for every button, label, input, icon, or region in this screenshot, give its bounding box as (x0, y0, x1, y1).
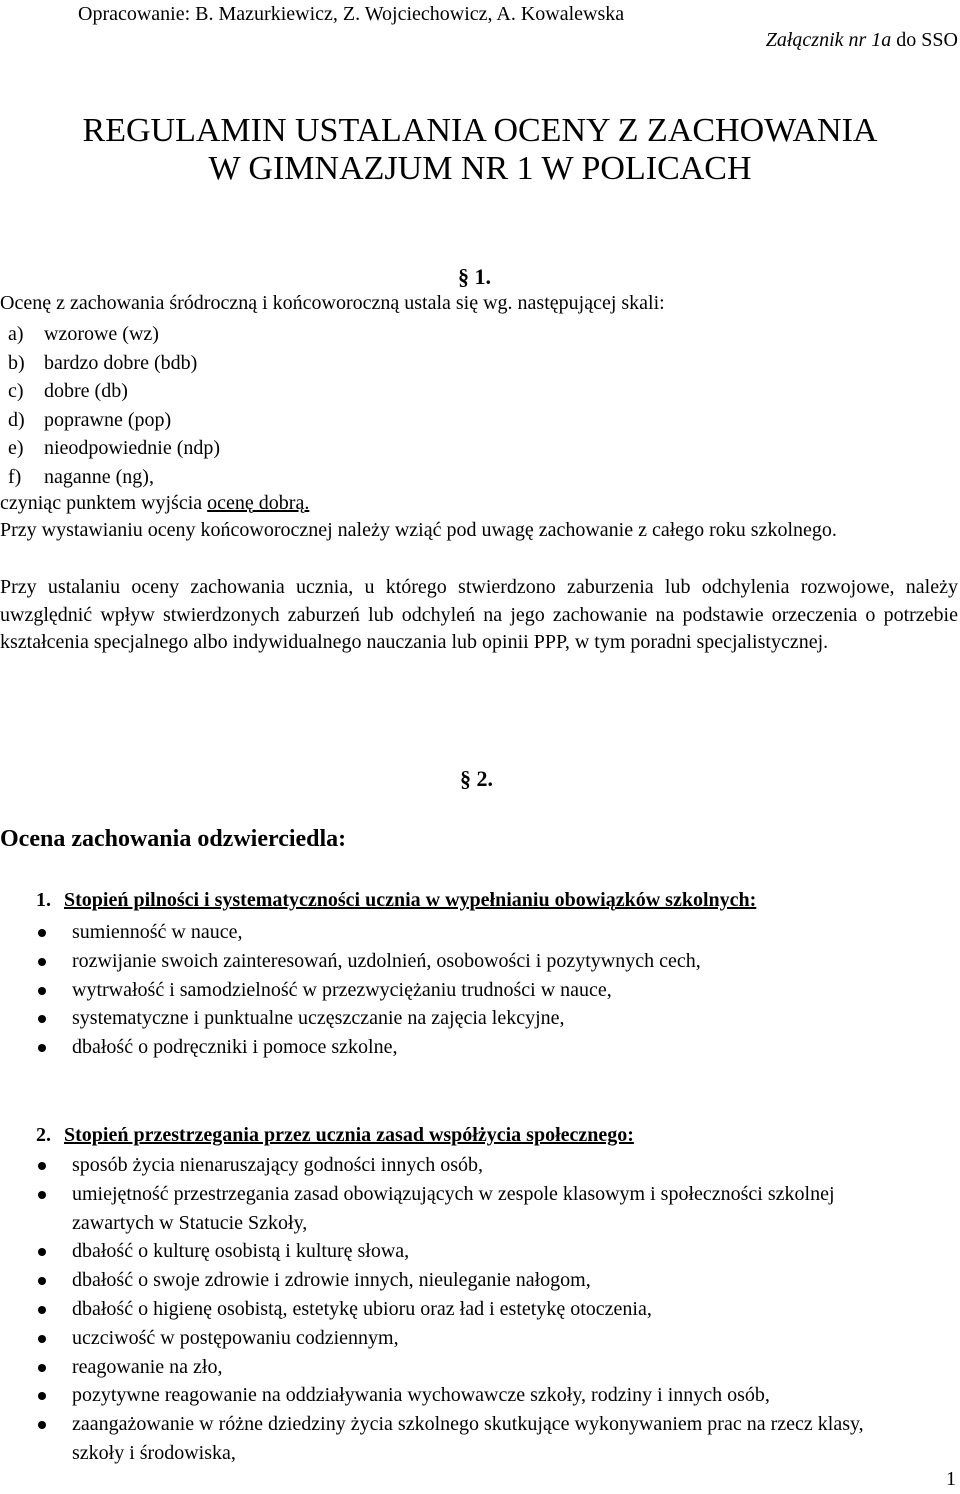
authors-line: Opracowanie: B. Mazurkiewicz, Z. Wojciechowicz, A. Kowalewska (78, 3, 625, 25)
annex-label-rest: do SSO (891, 29, 958, 51)
starting-point-text (0, 490, 958, 518)
bullet-icon (38, 1044, 46, 1052)
bullet-icon (38, 987, 46, 995)
section-2-heading (460, 766, 493, 792)
bullet-icon (38, 1306, 46, 1314)
page-number: 1 (946, 1468, 956, 1490)
scale-item (8, 377, 220, 406)
list-item-text: uczciwość w postępowaniu codziennym, (72, 1326, 399, 1349)
scale-item-text: naganne (ng), (44, 465, 154, 488)
list-item-text: dbałość o kulturę osobistą i kulturę słowa, (72, 1240, 410, 1263)
criteria-group-heading (36, 1121, 634, 1149)
list-item-text: reagowanie na zło, (72, 1355, 223, 1378)
title-line-1: REGULAMIN USTALANIA OCENY Z ZACHOWANIA (82, 112, 878, 149)
list-item-text: zaangażowanie w różne dziedziny życia szkolnego skutkujące wykonywaniem prac na rzecz klasy, szkoły i środowiska, (72, 1413, 864, 1464)
starting-point-prefix: czyniąc punktem wyjścia (0, 492, 208, 514)
title-line-2: W GIMNAZJUM NR 1 W POLICACH (208, 150, 752, 187)
bullet-icon (38, 958, 46, 966)
scale-item-label: f) (8, 465, 22, 488)
assessment-heading: Ocena zachowania odzwierciedla: (0, 826, 347, 852)
scale-item-label: e) (8, 437, 24, 459)
bullet-icon (38, 1191, 46, 1199)
scale-item (8, 320, 220, 349)
list-item (0, 1180, 912, 1238)
criteria-group-number: 1. (36, 889, 51, 911)
list-item (0, 1237, 912, 1266)
bullet-icon (38, 1015, 46, 1023)
scale-item (8, 349, 220, 378)
scale-item-label: b) (8, 351, 25, 374)
criteria-list-social (0, 1151, 912, 1468)
list-item (0, 1151, 912, 1180)
scale-item-text: nieodpowiednie (ndp) (44, 437, 221, 459)
scale-item (8, 463, 220, 492)
list-item-text: dbałość o higienę osobistą, estetykę ubioru oraz ład i estetykę otoczenia, (72, 1297, 652, 1320)
list-item (0, 1410, 912, 1468)
criteria-group-number: 2. (36, 1124, 51, 1146)
section-1-number: 1. (474, 264, 491, 289)
bullet-icon (38, 1162, 46, 1170)
bullet-icon (38, 929, 46, 937)
list-item-text: dbałość o podręczniki i pomoce szkolne, (72, 1036, 398, 1059)
list-item-text: sumienność w nauce, (72, 921, 243, 943)
bullet-icon (38, 1248, 46, 1256)
scale-item-text: dobre (db) (44, 380, 128, 402)
document-title (0, 112, 960, 188)
list-item-text: sposób życia nienaruszający godności innych osób, (72, 1154, 484, 1176)
scale-item-label: a) (8, 323, 24, 345)
section-sign: § (458, 264, 469, 289)
annex-label-italic: Załącznik nr 1a (765, 29, 892, 51)
list-item-text: wytrwałość i samodzielność w przezwyciężaniu trudności w nauce, (72, 978, 612, 1001)
list-item (0, 1353, 912, 1382)
list-item-text: umiejętność przestrzegania zasad obowiązujących w zespole klasowym i społeczności szkolnej zawartych w Statucie Szkoły, (72, 1182, 835, 1234)
list-item-text: rozwijanie swoich zainteresowań, uzdolnień, osobowości i pozytywnych cech, (72, 949, 701, 972)
bullet-icon (38, 1364, 46, 1372)
criteria-group-title: Stopień pilności i systematyczności ucznia w wypełnianiu obowiązków szkolnych: (64, 889, 757, 911)
bullet-icon (38, 1392, 46, 1400)
list-item (0, 1381, 912, 1410)
list-item (0, 976, 912, 1005)
list-item-text: systematyczne i punktualne uczęszczanie na zajęcia lekcyjne, (72, 1007, 565, 1030)
bullet-icon (38, 1421, 46, 1429)
scale-item (8, 434, 220, 463)
list-item-text: dbałość o swoje zdrowie i zdrowie innych, nieuleganie nałogom, (72, 1269, 591, 1292)
bullet-icon (38, 1277, 46, 1285)
scale-item-text: bardzo dobre (bdb) (44, 351, 198, 374)
list-item (0, 1324, 912, 1353)
scale-item-text: wzorowe (wz) (44, 323, 159, 345)
grade-scale-list (8, 320, 220, 491)
list-item (0, 1295, 912, 1324)
criteria-group-title: Stopień przestrzegania przez ucznia zasad współżycia społecznego: (64, 1124, 634, 1146)
list-item (0, 918, 912, 947)
list-item (0, 1004, 912, 1033)
starting-point-grade: ocenę dobrą. (207, 492, 310, 514)
list-item (0, 1266, 912, 1295)
criteria-list-diligence (0, 918, 912, 1062)
section-2-number: 2. (476, 766, 493, 791)
list-item-text: pozytywne reagowanie na oddziaływania wychowawcze szkoły, rodziny i innych osób, (72, 1384, 770, 1407)
criteria-group-heading (36, 886, 756, 914)
section-sign: § (460, 766, 471, 791)
annex-label (766, 28, 958, 52)
list-item (0, 947, 912, 976)
section-1-heading (458, 264, 491, 290)
bullet-icon (38, 1335, 46, 1343)
scale-item-text: poprawne (pop) (44, 408, 172, 431)
list-item (0, 1033, 912, 1062)
scale-item-label: c) (8, 380, 24, 402)
scale-intro: Ocenę z zachowania śródroczną i końcoworoczną ustala się wg. następującej skali: (0, 292, 665, 314)
scale-item (8, 406, 220, 435)
rule-annual-grade: Przy wystawianiu oceny końcoworocznej należy wziąć pod uwagę zachowanie z całego roku szkolnego. (0, 519, 837, 541)
scale-item-label: d) (8, 408, 25, 431)
rule-developmental-disorders: Przy ustalaniu oceny zachowania ucznia, u którego stwierdzono zaburzenia lub odchylenia rozwojowe, należy uwzględnić wpływ stwierdzonych zaburzeń lub odchyleń na jego zachowanie na podstawie orzeczenia o potrzebie kształcenia specjalnego albo indywidualnego nauczania lub opinii PPP, w tym poradni specjalistycznej. (0, 576, 958, 653)
